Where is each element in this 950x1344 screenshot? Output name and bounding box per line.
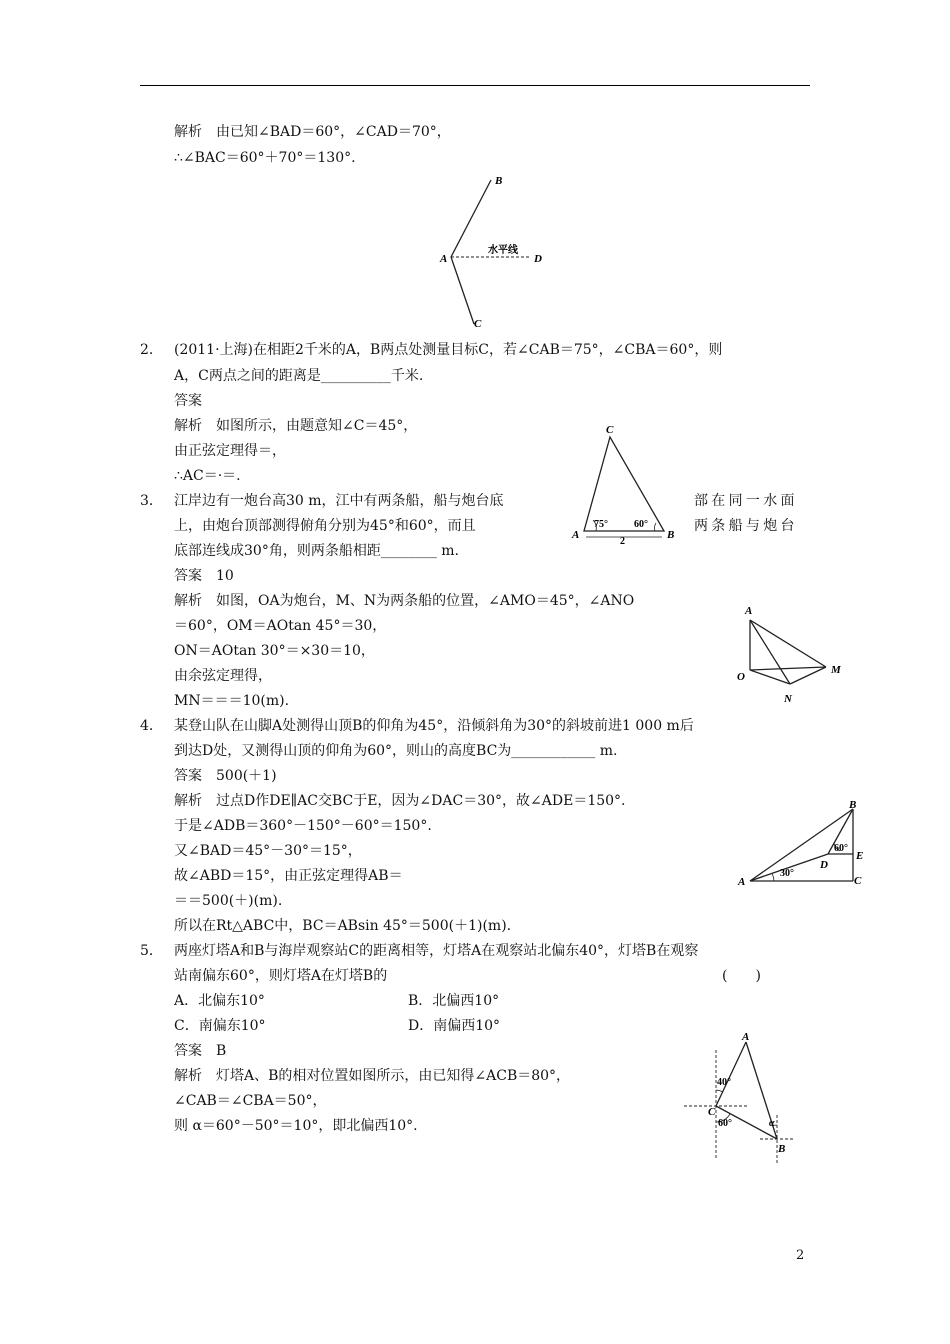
- problem-3-solution-1: 解析 如图，OA为炮台，M、N为两条船的位置，∠AMO＝45°，∠ANO: [174, 593, 635, 609]
- problem-5-solution-1: 解析 灯塔A、B的相对位置如图所示，由已知得∠ACB＝80°，: [174, 1068, 571, 1084]
- fig4-label-c: C: [854, 875, 862, 887]
- problem-4-line-1: 某登山队在山脚A处测得山顶B的仰角为45°，沿倾斜角为30°的斜坡前进1 000 m后: [174, 718, 694, 734]
- problem-3-line-1a: 江岸边有一炮台高30 m，江中有两条船，船与炮台底: [174, 493, 504, 509]
- problem-2-solution-2: 由正弦定理得＝，: [174, 443, 286, 459]
- option-a: A．北偏东10°: [174, 993, 265, 1009]
- problem-5-solution-2: ∠CAB＝∠CBA＝50°，: [174, 1093, 327, 1109]
- page-number: 2: [796, 1248, 805, 1263]
- fig5-alpha: α: [769, 1118, 775, 1129]
- fig5-angle-60: 60°: [718, 1118, 732, 1129]
- problem-2-solution-1: 解析 如图所示，由题意知∠C＝45°，: [174, 418, 418, 434]
- fig3-label-o: O: [737, 671, 745, 683]
- problem-2-line-1: (2011·上海)在相距2千米的A，B两点处测量目标C，若∠CAB＝75°，∠CBA＝60°，则: [174, 342, 723, 358]
- solution-1-line-1: 解析 由已知∠BAD＝60°，∠CAD＝70°，: [174, 124, 451, 140]
- fig5-label-a: A: [742, 1031, 750, 1043]
- problem-3-line-2a: 上，由炮台顶部测得俯角分别为45°和60°，而且: [174, 518, 476, 534]
- problem-3-solution-5: MN＝＝＝10(m).: [174, 693, 290, 709]
- fig3-label-n: N: [784, 693, 792, 705]
- problem-5-line-2: 站南偏东60°，则灯塔A在灯塔B的: [174, 968, 388, 984]
- option-b: B．北偏西10°: [408, 993, 500, 1009]
- fig2-angle-b: 60°: [634, 519, 648, 530]
- fig4-angle-30: 30°: [780, 868, 794, 879]
- problem-4-answer: 答案 500(＋1): [174, 768, 277, 784]
- problem-5-answer-blank: ( ): [722, 968, 761, 984]
- fig3-label-m: M: [831, 664, 841, 676]
- fig2-angle-a: 75°: [594, 519, 608, 530]
- problem-2-solution-3: ∴AC＝·＝.: [174, 468, 241, 484]
- problem-4-solution-3: 又∠BAD＝45°－30°＝15°，: [174, 843, 362, 859]
- problem-4-solution-5: ＝＝500(＋)(m).: [174, 893, 283, 909]
- problem-4-solution-4: 故∠ABD＝15°，由正弦定理得AB＝: [174, 868, 403, 884]
- fig5-label-c: C: [708, 1106, 716, 1118]
- problem-4-line-2: 到达D处，又测得山顶的仰角为60°，则山的高度BC为____________ m.: [174, 743, 618, 759]
- figure-fort-ships: [730, 600, 850, 710]
- problem-3-line-3: 底部连线成30°角，则两条船相距________ m.: [174, 543, 459, 559]
- fig1-label-c: C: [474, 318, 482, 330]
- fig5-label-b: B: [778, 1143, 786, 1155]
- fig1-label-b: B: [495, 175, 503, 187]
- problem-4-solution-6: 所以在Rt△ABC中，BC＝ABsin 45°＝500(＋1)(m).: [174, 918, 512, 934]
- option-d: D．南偏西10°: [408, 1018, 501, 1034]
- fig4-label-d: D: [820, 859, 828, 871]
- problem-3-solution-3: ON＝AOtan 30°＝×30＝10，: [174, 643, 375, 659]
- problem-3-line-2b: 两条船与炮台: [694, 518, 798, 534]
- problem-3-answer: 答案 10: [174, 568, 234, 584]
- problem-3-line-1b: 部在同一水面: [694, 493, 798, 509]
- problem-3-number: 3．: [140, 493, 163, 509]
- figure-lighthouses: [680, 1030, 800, 1170]
- fig3-label-a: A: [745, 605, 753, 617]
- fig2-side-label: 2: [620, 536, 625, 545]
- fig2-label-a: A: [572, 529, 580, 541]
- problem-3-solution-4: 由余弦定理得，: [174, 668, 272, 684]
- fig2-label-c: C: [606, 424, 614, 436]
- fig4-label-e: E: [856, 850, 864, 862]
- problem-2-number: 2．: [140, 342, 163, 358]
- figure-horizon-angles: [430, 170, 555, 330]
- fig4-label-b: B: [849, 799, 857, 811]
- problem-5-solution-3: 则 α＝60°－50°＝10°，即北偏西10°.: [174, 1118, 418, 1134]
- problem-5-number: 5．: [140, 943, 163, 959]
- fig2-label-b: B: [667, 529, 675, 541]
- fig4-angle-60: 60°: [834, 843, 848, 854]
- problem-2-answer: 答案: [174, 393, 202, 409]
- fig1-label-d: D: [534, 253, 542, 265]
- problem-3-solution-2: ＝60°，OM＝AOtan 45°＝30，: [174, 618, 387, 634]
- option-c: C．南偏东10°: [174, 1018, 266, 1034]
- problem-2-line-2: A，C两点之间的距离是__________千米.: [174, 368, 424, 384]
- fig1-label-a: A: [440, 253, 448, 265]
- problem-5-answer: 答案 B: [174, 1043, 227, 1059]
- fig5-angle-40: 40°: [717, 1077, 731, 1088]
- figure-mountain: [730, 796, 870, 896]
- solution-1-line-2: ∴∠BAC＝60°＋70°＝130°.: [174, 150, 356, 166]
- problem-4-solution-2: 于是∠ADB＝360°－150°－60°＝150°.: [174, 818, 432, 834]
- figure-triangle-abc: [568, 420, 683, 545]
- problem-5-line-1: 两座灯塔A和B与海岸观察站C的距离相等，灯塔A在观察站北偏东40°，灯塔B在观察: [174, 943, 699, 959]
- problem-4-solution-1: 解析 过点D作DE∥AC交BC于E，因为∠DAC＝30°，故∠ADE＝150°.: [174, 793, 626, 809]
- header-rule: [140, 85, 810, 86]
- fig1-horizon-label: 水平线: [488, 245, 518, 256]
- problem-4-number: 4．: [140, 718, 163, 734]
- fig4-label-a: A: [738, 876, 746, 888]
